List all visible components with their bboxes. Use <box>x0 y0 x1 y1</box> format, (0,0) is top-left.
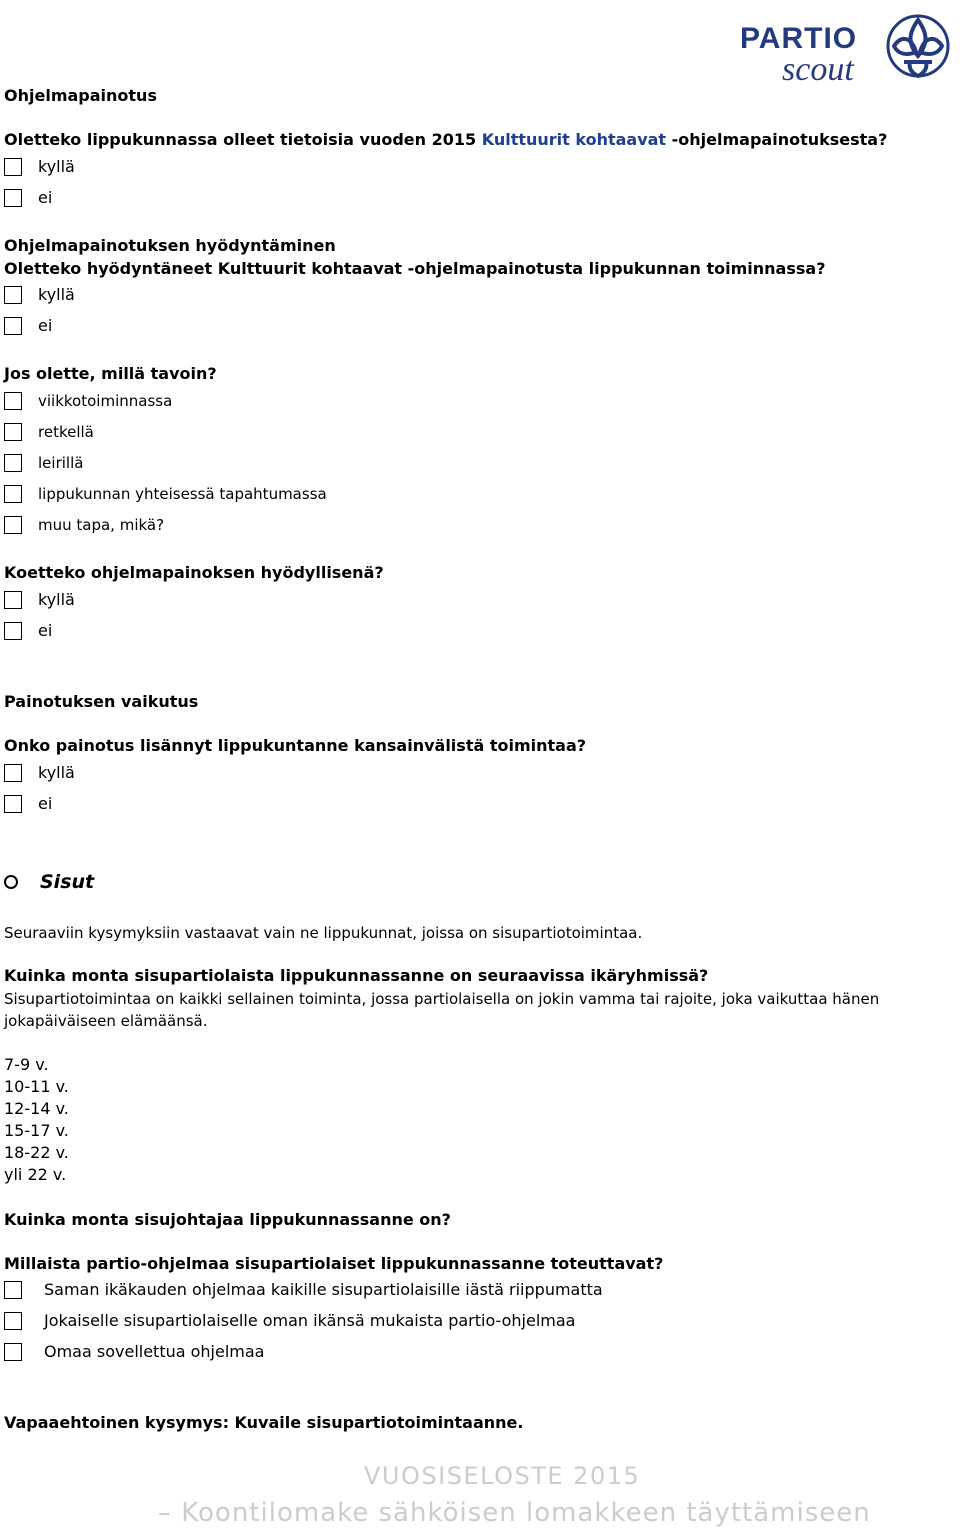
question-kansainvalista: Onko painotus lisännyt lippukuntanne kansainvälistä toimintaa? <box>4 736 587 755</box>
checkbox[interactable] <box>4 764 22 782</box>
checkbox[interactable] <box>4 1343 22 1361</box>
section-title-painotuksen-vaikutus: Painotuksen vaikutus <box>4 692 199 711</box>
option-row[interactable] <box>4 421 94 443</box>
checkbox[interactable] <box>4 423 22 441</box>
subsection-title-hyodyntaminen: Ohjelmapainotuksen hyödyntäminen <box>4 236 336 255</box>
option-label: kyllä <box>38 285 75 304</box>
age-group: 10-11 v. <box>4 1077 69 1096</box>
option-label: kyllä <box>38 763 75 782</box>
question-vapaaehtoinen: Vapaaehtoinen kysymys: Kuvaile sisupartiotoimintaanne. <box>4 1413 524 1432</box>
age-group: 18-22 v. <box>4 1143 69 1162</box>
checkbox[interactable] <box>4 392 22 410</box>
option-label: kyllä <box>38 157 75 176</box>
fleur-de-lis-icon <box>888 16 948 76</box>
checkbox[interactable] <box>4 286 22 304</box>
checkbox[interactable] <box>4 622 22 640</box>
option-row[interactable] <box>4 620 52 642</box>
question-millä-tavoin: Jos olette, millä tavoin? <box>4 364 217 383</box>
option-row[interactable] <box>4 315 52 337</box>
checkbox[interactable] <box>4 516 22 534</box>
option-label: retkellä <box>38 423 94 441</box>
age-group: 7-9 v. <box>4 1055 49 1074</box>
checkbox[interactable] <box>4 317 22 335</box>
age-group: 15-17 v. <box>4 1121 69 1140</box>
question-hyodyllisena: Koetteko ohjelmapainoksen hyödyllisenä? <box>4 563 384 582</box>
question-sisujohtajat: Kuinka monta sisujohtajaa lippukunnassanne on? <box>4 1210 451 1229</box>
option-label: Jokaiselle sisupartiolaiselle oman ikänsä mukaista partio-ohjelmaa <box>44 1311 576 1330</box>
option-label: viikkotoiminnassa <box>38 392 173 410</box>
option-label: Saman ikäkauden ohjelmaa kaikille sisupartiolaisille iästä riippumatta <box>44 1280 603 1299</box>
bullet-circle-icon <box>4 875 18 889</box>
sisut-description-line1: Sisupartiotoimintaa on kaikki sellainen toiminta, jossa partiolaisella on jokin vamma tai rajoite, joka vaikuttaa hänen <box>4 990 880 1008</box>
option-label: kyllä <box>38 590 75 609</box>
logo-word-partio: PARTIO <box>740 22 858 55</box>
checkbox[interactable] <box>4 189 22 207</box>
age-group: 12-14 v. <box>4 1099 69 1118</box>
option-row[interactable] <box>4 514 164 536</box>
section-title-ohjelmapainotus: Ohjelmapainotus <box>4 86 157 105</box>
option-row[interactable] <box>4 483 327 505</box>
option-label: leirillä <box>38 454 84 472</box>
option-label: ei <box>38 794 53 813</box>
option-label: ei <box>38 316 53 335</box>
checkbox[interactable] <box>4 591 22 609</box>
option-label: lippukunnan yhteisessä tapahtumassa <box>38 485 327 503</box>
option-row[interactable] <box>4 793 52 815</box>
question-hyodyntaneet: Oletteko hyödyntäneet Kulttuurit kohtaavat -ohjelmapainotusta lippukunnan toiminnassa? <box>4 259 826 278</box>
kulttuurit-kohtaavat-link[interactable]: Kulttuurit kohtaavat <box>481 130 667 149</box>
age-group: yli 22 v. <box>4 1165 67 1184</box>
checkbox[interactable] <box>4 1281 22 1299</box>
section-heading-sisut <box>4 871 94 893</box>
footer-subtitle: – Koontilomake sähköisen lomakkeen täyttämiseen <box>158 1498 871 1528</box>
partio-scout-logo <box>738 4 958 88</box>
checkbox[interactable] <box>4 795 22 813</box>
question-ikaryhmat: Kuinka monta sisupartiolaista lippukunnassanne on seuraavissa ikäryhmissä? <box>4 966 709 985</box>
option-label: ei <box>38 188 53 207</box>
option-row[interactable] <box>4 452 83 474</box>
option-row[interactable] <box>4 589 75 611</box>
option-row[interactable] <box>4 156 75 178</box>
option-row[interactable] <box>4 284 75 306</box>
option-row[interactable] <box>4 1310 575 1332</box>
checkbox[interactable] <box>4 485 22 503</box>
question-tietoisia-suffix: -ohjelmapainotuksesta? <box>666 130 888 149</box>
option-row[interactable] <box>4 187 52 209</box>
option-row[interactable] <box>4 390 172 412</box>
question-tietoisia-prefix: Oletteko lippukunnassa olleet tietoisia vuoden 2015 <box>4 130 482 149</box>
option-row[interactable] <box>4 1279 603 1301</box>
option-label: ei <box>38 621 53 640</box>
checkbox[interactable] <box>4 158 22 176</box>
footer-title: VUOSISELOSTE 2015 <box>364 1462 641 1490</box>
checkbox[interactable] <box>4 1312 22 1330</box>
option-row[interactable] <box>4 762 75 784</box>
question-partio-ohjelma: Millaista partio-ohjelmaa sisupartiolaiset lippukunnassanne toteuttavat? <box>4 1254 664 1273</box>
sisut-description-line2: jokapäiväiseen elämäänsä. <box>4 1012 208 1030</box>
logo-word-scout: scout <box>782 51 854 88</box>
checkbox[interactable] <box>4 454 22 472</box>
section-title-sisut: Sisut <box>40 871 95 893</box>
question-tietoisia <box>4 130 887 150</box>
option-row[interactable] <box>4 1341 264 1363</box>
sisut-intro: Seuraaviin kysymyksiin vastaavat vain ne lippukunnat, joissa on sisupartiotoimintaa. <box>4 924 643 942</box>
option-label: Omaa sovellettua ohjelmaa <box>44 1342 265 1361</box>
option-label: muu tapa, mikä? <box>38 516 165 534</box>
